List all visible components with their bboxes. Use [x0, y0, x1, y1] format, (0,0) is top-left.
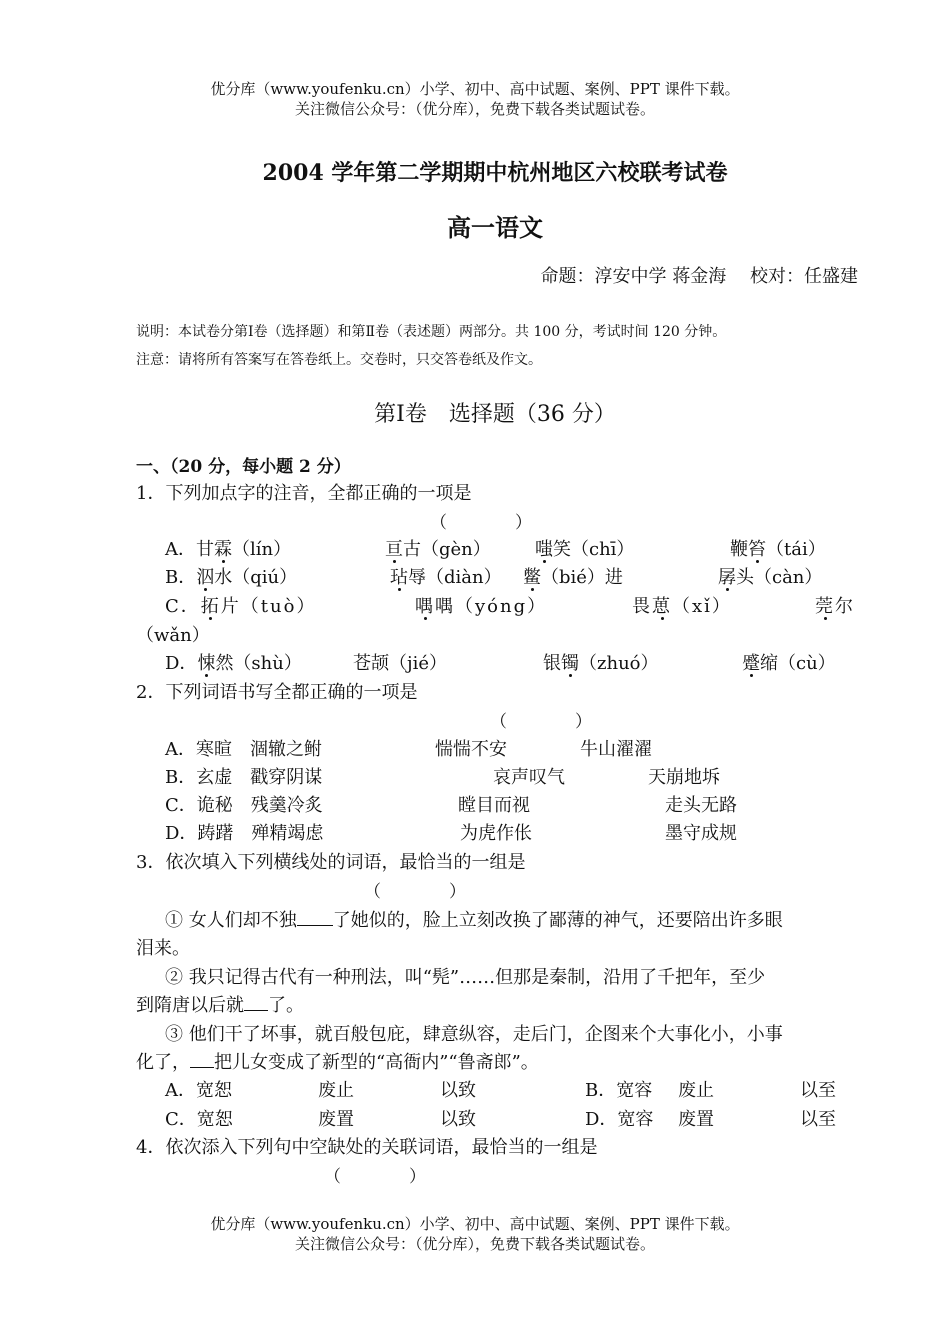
exam-note-instructions: 说明：本试卷分第Ⅰ卷（选择题）和第Ⅱ卷（表述题）两部分。共 100 分，考试时间 120 分钟。 — [136, 324, 727, 340]
fill-blank-1 — [297, 911, 333, 926]
question-1-option-a: A．甘霖（lín） — [165, 539, 292, 560]
question-3-stem: 3．依次填入下列横线处的词语，最恰当的一组是 — [136, 852, 526, 873]
question-2-option-c: C．诡秘 残羹冷炙 — [165, 795, 323, 816]
question-2-option-d: D．踌躇 殚精竭虑 — [165, 823, 324, 844]
header-banner-line2: 关注微信公众号：（优分库），免费下载各类试题试卷。 — [294, 100, 655, 118]
question-2-option-b: B．玄虚 戳穿阴谋 — [165, 767, 323, 788]
question-1-option-c: C．拓片（tuò） — [165, 596, 317, 617]
section-title: 第Ⅰ卷 选择题（36 分） — [374, 402, 616, 427]
part-heading: 一、（20 分，每小题 2 分） — [136, 457, 351, 477]
question-1-option-b: B．泅水（qiú） — [165, 567, 298, 588]
question-2-stem: 2．下列词语书写全都正确的一项是 — [136, 682, 418, 703]
option-label: A． — [165, 539, 196, 560]
author-line: 命题：淳安中学 蒋金海 校对：任盛建 — [540, 266, 858, 287]
question-2-answer-paren: （ ） — [490, 712, 592, 732]
question-3-answer-paren: （ ） — [364, 882, 466, 902]
question-3-sentence-2: ② 我只记得古代有一种刑法，叫“髡”……但那是秦制，沿用了千把年，至少 — [165, 967, 766, 988]
question-3-sentence-1: ① 女人们却不独 了她似的，脸上立刻改换了鄙薄的神气，还要陪出许多眼 — [165, 910, 783, 931]
fill-blank-2 — [244, 996, 268, 1011]
fill-blank-3 — [190, 1053, 214, 1068]
question-3-sentence-3: ③ 他们干了坏事，就百般包庇，肆意纵容，走后门，企图来个大事化小，小事 — [165, 1024, 783, 1045]
question-3-option-d: D．宽容 — [585, 1109, 654, 1130]
exam-subject: 高一语文 — [447, 213, 543, 242]
question-3-option-b: B．宽容 — [585, 1080, 653, 1101]
exam-note-attention: 注意：请将所有答案写在答卷纸上。交卷时，只交答卷纸及作文。 — [136, 352, 542, 368]
question-1-stem: 1．下列加点字的注音，全都正确的一项是 — [136, 483, 472, 504]
question-4-answer-paren: （ ） — [324, 1167, 426, 1187]
question-1-answer-paren: （ ） — [430, 513, 532, 533]
question-3-option-a: A．宽恕 — [165, 1080, 232, 1101]
footer-banner-line2: 关注微信公众号：（优分库），免费下载各类试题试卷。 — [294, 1235, 655, 1253]
question-4-stem: 4．依次添入下列句中空缺处的关联词语，最恰当的一组是 — [136, 1137, 598, 1158]
question-1-option-c-wrap: （wǎn） — [136, 625, 210, 646]
footer-banner-line1: 优分库（www.youfenku.cn）小学、初中、高中试题、案例、PPT 课件下载。 — [210, 1215, 740, 1233]
question-2-option-a: A．寒暄 涸辙之鲋 — [165, 739, 322, 760]
question-3-option-c: C．宽恕 — [165, 1109, 233, 1130]
exam-title: 2004 学年第二学期期中杭州地区六校联考试卷 — [262, 160, 728, 186]
question-1-option-d: D．悚然（shù） — [165, 653, 302, 674]
header-banner-line1: 优分库（www.youfenku.cn）小学、初中、高中试题、案例、PPT 课件下载。 — [210, 80, 740, 98]
